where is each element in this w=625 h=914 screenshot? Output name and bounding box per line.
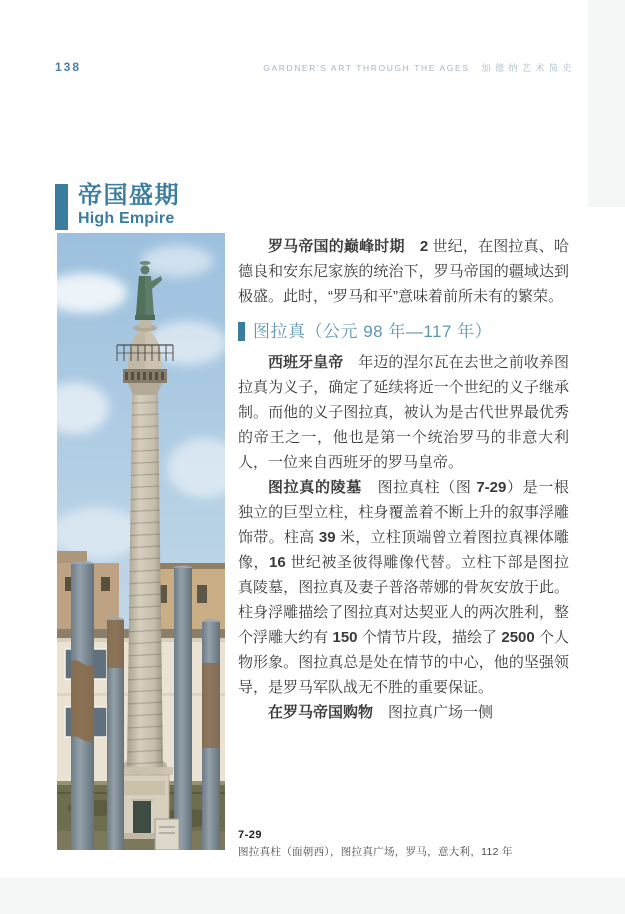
paragraph-peak-of-empire: 罗马帝国的巅峰时期 2 世纪，在图拉真、哈德良和安东尼家族的统治下，罗马帝国的疆域达到极盛。此时，“罗马和平”意味着前所未有的繁荣。: [238, 238, 569, 305]
figure-caption: [238, 829, 578, 859]
section-title-zh: 帝国盛期: [78, 182, 180, 209]
figure-caption-text: 图拉真柱（面朝西），图拉真广场，罗马，意大利，112 年: [238, 846, 513, 858]
section-title-en: High Empire: [78, 210, 175, 228]
page-number: 138: [55, 60, 82, 74]
running-header: [55, 60, 576, 74]
paragraph-spanish-emperor: 西班牙皇帝 年迈的涅尔瓦在去世之前收养图拉真为义子，确定了延续将近一个世纪的义子继承制。而他的义子图拉真，被认为是古代世界最优秀的帝王之一，他也是第一个统治罗马的非意大利人，一位来自西班牙的罗马皇帝。: [238, 354, 569, 471]
running-head: [263, 61, 576, 74]
section-heading-titles: [78, 184, 180, 230]
figure-number: 7-29: [238, 829, 263, 841]
paragraph-shopping-empire: 在罗马帝国购物 图拉真广场一侧: [268, 704, 494, 721]
figure-trajan-column: [57, 233, 225, 850]
trajan-column-photo: [57, 233, 225, 850]
marble-marker: [155, 819, 179, 850]
running-head-en: GARDNER'S ART THROUGH THE AGES: [263, 63, 470, 73]
subsection-heading: [238, 319, 569, 343]
section-heading-bar: [55, 184, 68, 230]
page-edge-tint-bottom: [0, 878, 625, 914]
article-text-column: [238, 234, 569, 725]
subsection-title: 图拉真（公元 98 年—117 年）: [253, 321, 493, 341]
running-head-zh: 加德纳艺术简史: [481, 63, 576, 73]
subsection-heading-bar: [238, 322, 245, 341]
section-heading: [55, 184, 180, 230]
paragraph-trajan-tomb: 图拉真的陵墓 图拉真柱（图 7-29）是一根独立的巨型立柱，柱身覆盖着不断上升的叙事浮雕饰带。柱高 39 米，立柱顶端曾立着图拉真裸体雕像，16 世纪被圣彼得雕像代替。立柱下部是图拉真陵墓，图拉真及妻子普洛蒂娜的骨灰安放于此。柱身浮雕描绘了图拉真对达契亚人的两次胜利，整个浮雕大约有 150 个情节片段，描绘了 2500 个人物形象。图拉真总是处在情节的中心，他的坚强领导，是罗马军队战无不胜的重要保证。: [238, 479, 570, 696]
page-edge-tint-right: [588, 0, 625, 207]
